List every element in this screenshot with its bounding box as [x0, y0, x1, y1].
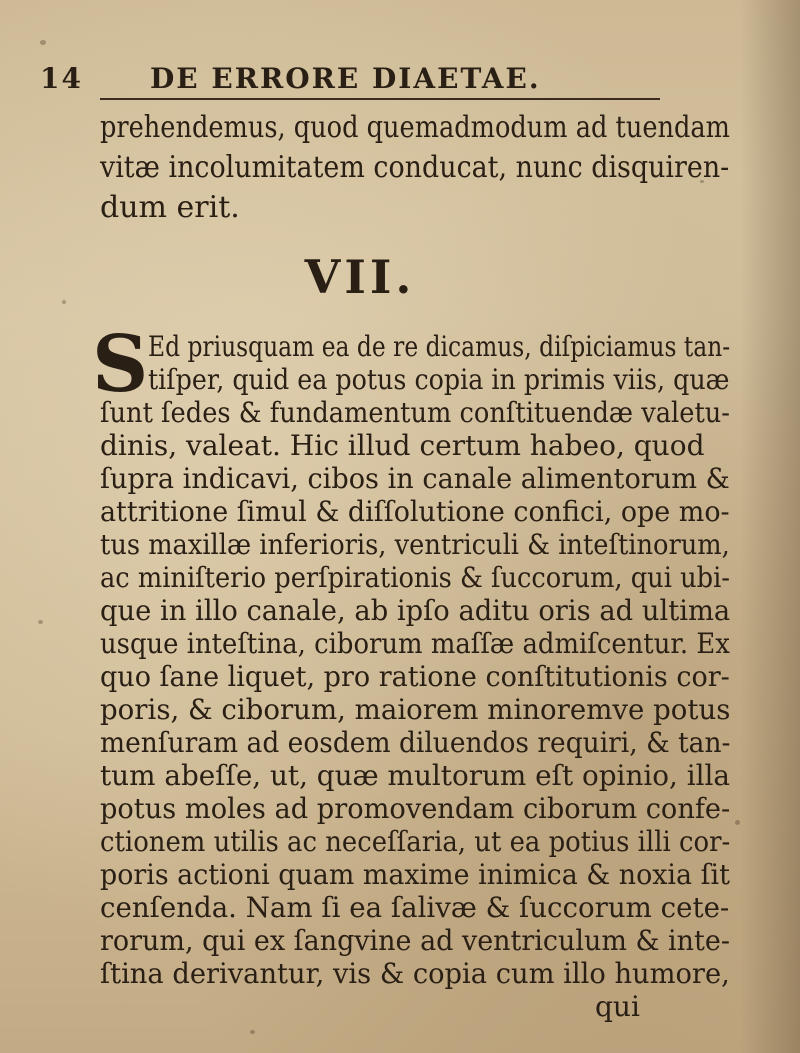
text-line: attritione ſimul & diſſolutione confici, ope mo- [100, 495, 730, 528]
text-line: dum erit. [100, 190, 240, 225]
text-line: prehendemus, quod quemadmodum ad tuendam [100, 110, 730, 145]
text-line: vitæ incolumitatem conducat, nunc disquiren- [100, 150, 730, 185]
paper-stain [250, 1030, 255, 1034]
text-line: dinis, valeat. Hic illud certum habeo, quod [100, 429, 705, 462]
text-line: cenſenda. Nam ſi ea ſalivæ & ſuccorum cete- [100, 891, 730, 924]
text-line: usque inteſtina, ciborum maſſæ admiſcentur. Ex [100, 627, 730, 660]
running-head: DE ERRORE DIAETAE. [150, 62, 541, 95]
section-heading: VII. [304, 250, 416, 304]
text-line: ſupra indicavi, cibos in canale alimentorum & [100, 462, 730, 495]
text-line: Ed priusquam ea de re dicamus, diſpiciamus tan- [148, 330, 731, 363]
text-line: ac miniſterio perſpirationis & ſuccorum, qui ubi- [100, 561, 730, 594]
text-line: quo ſane liquet, pro ratione conſtitutionis cor- [100, 660, 730, 693]
text-line: ſtina derivantur, vis & copia cum illo humore, [100, 957, 730, 990]
text-line: tiſper, quid ea potus copia in primis viis, quæ [148, 363, 730, 396]
text-line: menſuram ad eosdem diluendos requiri, & tan- [100, 726, 731, 759]
text-line: que in illo canale, ab ipſo aditu oris ad ultima [100, 594, 731, 627]
text-line: poris actioni quam maxime inimica & noxia ſit [100, 858, 730, 891]
text-line: ſunt ſedes & fundamentum conſtituendæ valetu- [100, 396, 730, 429]
text-line: rorum, qui ex ſangvine ad ventriculum & inte- [100, 924, 730, 957]
page-header [40, 62, 670, 95]
paper-stain [38, 620, 43, 624]
paper-stain [735, 820, 740, 825]
page-number: 14 [40, 62, 83, 95]
text-line: poris, & ciborum, maiorem minoremve potus [100, 693, 731, 726]
paper-stain [62, 300, 66, 304]
page-edge-shadow [740, 0, 800, 1053]
text-line: ctionem utilis ac neceſſaria, ut ea potius illi cor- [100, 825, 731, 858]
header-rule [100, 98, 660, 100]
text-line: tum abeſſe, ut, quæ multorum eſt opinio, illa [100, 759, 731, 792]
drop-cap: S [92, 319, 149, 410]
text-line: tus maxillæ inferioris, ventriculi & inteſtinorum, [100, 528, 730, 561]
catchword: qui [595, 990, 640, 1023]
text-line: potus moles ad promovendam ciborum confe- [100, 792, 731, 825]
paper-stain [40, 40, 46, 45]
